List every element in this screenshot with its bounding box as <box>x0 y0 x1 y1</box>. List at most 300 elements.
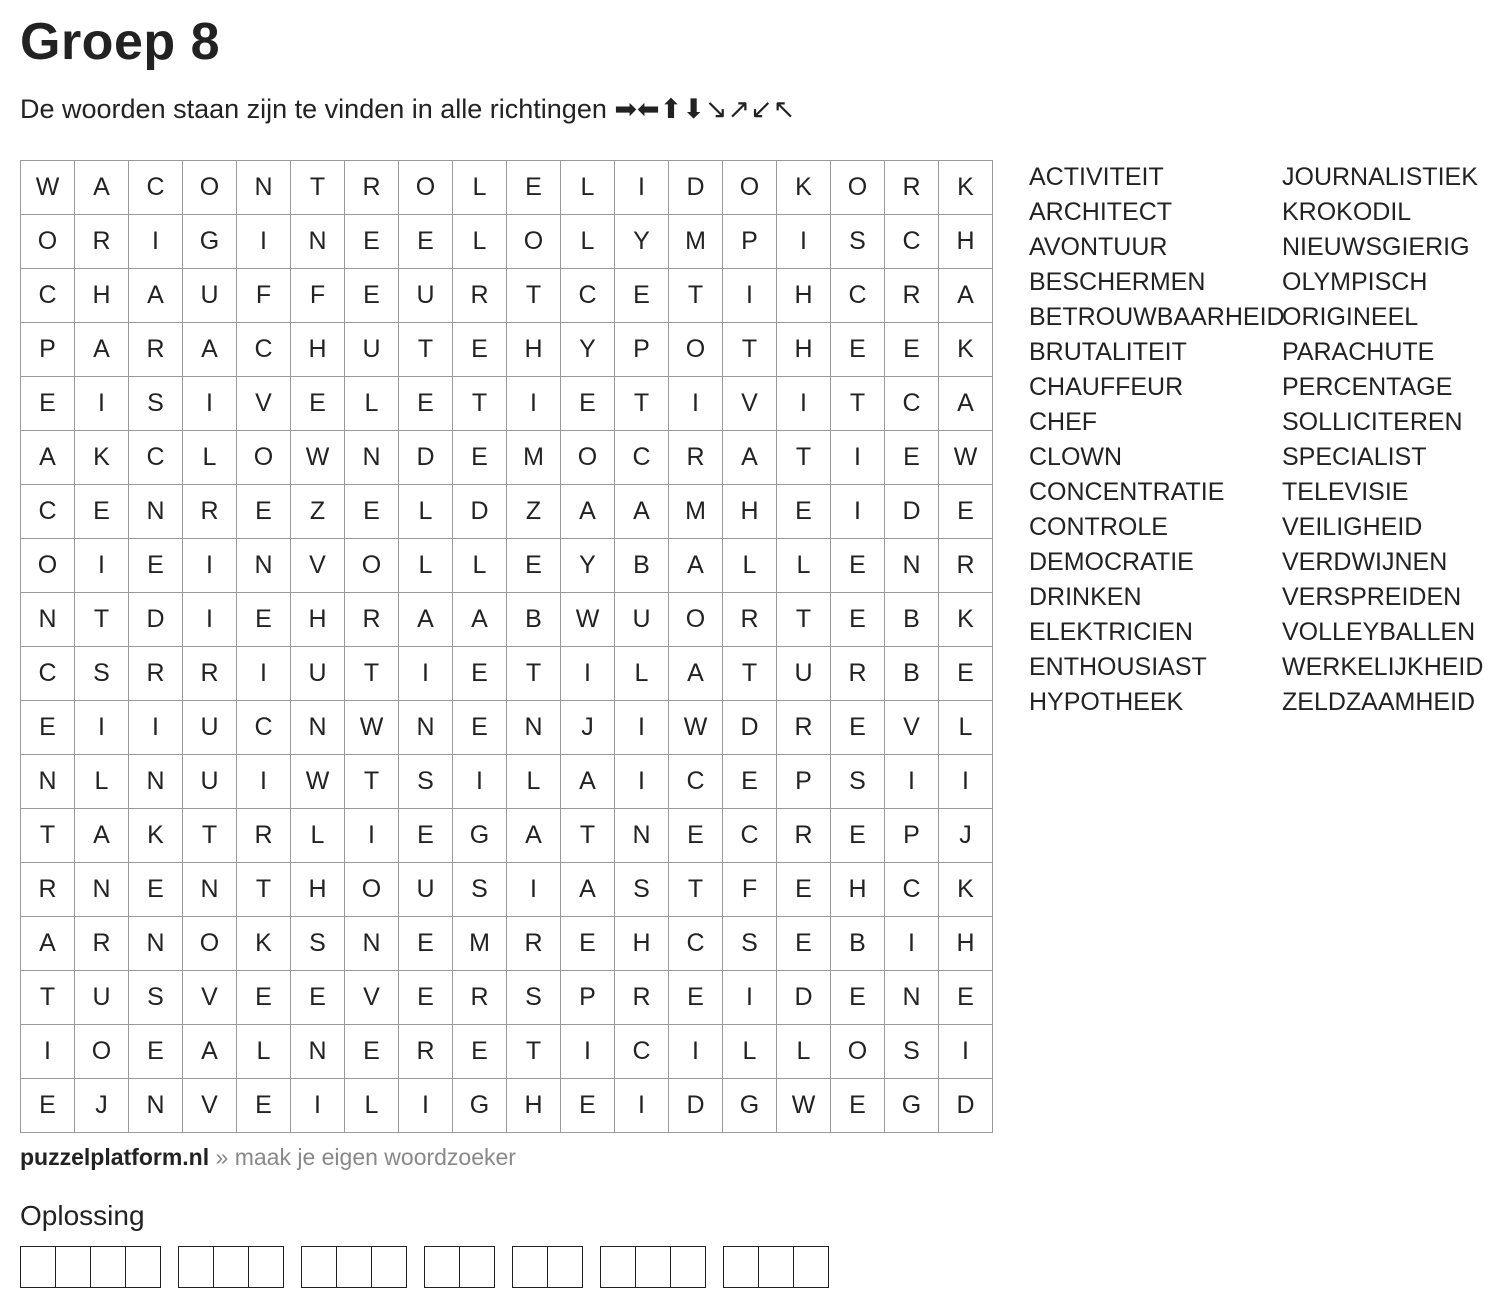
grid-cell[interactable]: A <box>561 485 615 539</box>
grid-cell[interactable]: L <box>291 809 345 863</box>
grid-cell[interactable]: Y <box>561 539 615 593</box>
grid-cell[interactable]: D <box>129 593 183 647</box>
grid-cell[interactable]: W <box>291 755 345 809</box>
grid-cell[interactable]: T <box>75 593 129 647</box>
grid-cell[interactable]: K <box>939 863 993 917</box>
grid-cell[interactable]: O <box>507 215 561 269</box>
grid-cell[interactable]: N <box>237 161 291 215</box>
grid-cell[interactable]: E <box>237 971 291 1025</box>
grid-cell[interactable]: U <box>615 593 669 647</box>
grid-cell[interactable]: I <box>723 971 777 1025</box>
grid-cell[interactable]: P <box>723 215 777 269</box>
grid-cell[interactable]: R <box>237 809 291 863</box>
grid-cell[interactable]: C <box>723 809 777 863</box>
grid-cell[interactable]: R <box>939 539 993 593</box>
grid-cell[interactable]: C <box>21 647 75 701</box>
grid-cell[interactable]: K <box>939 593 993 647</box>
grid-cell[interactable]: E <box>237 1079 291 1133</box>
grid-cell[interactable]: W <box>561 593 615 647</box>
grid-cell[interactable]: E <box>939 647 993 701</box>
grid-cell[interactable]: E <box>399 377 453 431</box>
grid-cell[interactable]: S <box>129 377 183 431</box>
grid-cell[interactable]: E <box>21 1079 75 1133</box>
grid-cell[interactable]: E <box>831 1079 885 1133</box>
grid-cell[interactable]: J <box>561 701 615 755</box>
grid-cell[interactable]: C <box>561 269 615 323</box>
grid-cell[interactable]: A <box>75 809 129 863</box>
grid-cell[interactable]: R <box>453 269 507 323</box>
grid-cell[interactable]: T <box>777 431 831 485</box>
grid-cell[interactable]: K <box>75 431 129 485</box>
grid-cell[interactable]: O <box>831 1025 885 1079</box>
grid-cell[interactable]: A <box>939 269 993 323</box>
grid-cell[interactable]: W <box>21 161 75 215</box>
grid-cell[interactable]: T <box>723 647 777 701</box>
grid-cell[interactable]: N <box>129 485 183 539</box>
grid-cell[interactable]: C <box>21 269 75 323</box>
grid-cell[interactable]: P <box>885 809 939 863</box>
grid-cell[interactable]: O <box>669 593 723 647</box>
grid-cell[interactable]: L <box>183 431 237 485</box>
grid-cell[interactable]: W <box>939 431 993 485</box>
grid-cell[interactable]: L <box>723 539 777 593</box>
grid-cell[interactable]: R <box>777 701 831 755</box>
grid-cell[interactable]: R <box>723 593 777 647</box>
grid-cell[interactable]: J <box>939 809 993 863</box>
grid-cell[interactable]: I <box>723 269 777 323</box>
grid-cell[interactable]: I <box>615 161 669 215</box>
grid-cell[interactable]: S <box>453 863 507 917</box>
grid-cell[interactable]: I <box>885 917 939 971</box>
grid-cell[interactable]: S <box>831 215 885 269</box>
solution-letter-box[interactable] <box>178 1246 214 1288</box>
grid-cell[interactable]: E <box>831 593 885 647</box>
grid-cell[interactable]: S <box>507 971 561 1025</box>
grid-cell[interactable]: I <box>237 215 291 269</box>
grid-cell[interactable]: E <box>453 1025 507 1079</box>
grid-cell[interactable]: E <box>885 431 939 485</box>
grid-cell[interactable]: E <box>291 971 345 1025</box>
grid-cell[interactable]: E <box>399 971 453 1025</box>
grid-cell[interactable]: E <box>831 701 885 755</box>
grid-cell[interactable]: L <box>561 215 615 269</box>
grid-cell[interactable]: H <box>507 323 561 377</box>
grid-cell[interactable]: I <box>75 701 129 755</box>
grid-cell[interactable]: E <box>75 485 129 539</box>
grid-cell[interactable]: B <box>885 593 939 647</box>
grid-cell[interactable]: A <box>669 539 723 593</box>
grid-cell[interactable]: I <box>129 701 183 755</box>
grid-cell[interactable]: U <box>345 323 399 377</box>
grid-cell[interactable]: D <box>669 161 723 215</box>
grid-cell[interactable]: E <box>561 377 615 431</box>
grid-cell[interactable]: N <box>291 215 345 269</box>
grid-cell[interactable]: F <box>723 863 777 917</box>
grid-cell[interactable]: U <box>183 269 237 323</box>
grid-cell[interactable]: T <box>723 323 777 377</box>
grid-cell[interactable]: I <box>777 215 831 269</box>
grid-cell[interactable]: L <box>237 1025 291 1079</box>
solution-letter-box[interactable] <box>213 1246 249 1288</box>
grid-cell[interactable]: E <box>237 485 291 539</box>
grid-cell[interactable]: T <box>291 161 345 215</box>
grid-cell[interactable]: B <box>507 593 561 647</box>
grid-cell[interactable]: I <box>183 593 237 647</box>
grid-cell[interactable]: O <box>669 323 723 377</box>
grid-cell[interactable]: P <box>21 323 75 377</box>
grid-cell[interactable]: I <box>345 809 399 863</box>
grid-cell[interactable]: O <box>345 863 399 917</box>
grid-cell[interactable]: E <box>669 971 723 1025</box>
grid-cell[interactable]: U <box>183 701 237 755</box>
grid-cell[interactable]: L <box>345 1079 399 1133</box>
grid-cell[interactable]: W <box>777 1079 831 1133</box>
grid-cell[interactable]: E <box>453 647 507 701</box>
grid-cell[interactable]: E <box>723 755 777 809</box>
grid-cell[interactable]: T <box>669 269 723 323</box>
grid-cell[interactable]: E <box>561 917 615 971</box>
solution-letter-box[interactable] <box>336 1246 372 1288</box>
grid-cell[interactable]: B <box>885 647 939 701</box>
grid-cell[interactable]: Z <box>291 485 345 539</box>
grid-cell[interactable]: T <box>831 377 885 431</box>
grid-cell[interactable]: S <box>723 917 777 971</box>
grid-cell[interactable]: N <box>345 431 399 485</box>
grid-cell[interactable]: S <box>885 1025 939 1079</box>
grid-cell[interactable]: I <box>669 377 723 431</box>
grid-cell[interactable]: T <box>183 809 237 863</box>
grid-cell[interactable]: R <box>399 1025 453 1079</box>
grid-cell[interactable]: T <box>345 647 399 701</box>
grid-cell[interactable]: I <box>615 701 669 755</box>
grid-cell[interactable]: P <box>561 971 615 1025</box>
grid-cell[interactable]: I <box>183 539 237 593</box>
grid-cell[interactable]: H <box>777 323 831 377</box>
grid-cell[interactable]: A <box>183 1025 237 1079</box>
grid-cell[interactable]: V <box>291 539 345 593</box>
grid-cell[interactable]: C <box>615 431 669 485</box>
grid-cell[interactable]: H <box>831 863 885 917</box>
grid-cell[interactable]: O <box>21 215 75 269</box>
grid-cell[interactable]: R <box>507 917 561 971</box>
grid-cell[interactable]: D <box>453 485 507 539</box>
grid-cell[interactable]: C <box>885 863 939 917</box>
grid-cell[interactable]: L <box>453 161 507 215</box>
grid-cell[interactable]: A <box>561 755 615 809</box>
grid-cell[interactable]: E <box>399 215 453 269</box>
grid-cell[interactable]: R <box>183 485 237 539</box>
grid-cell[interactable]: I <box>453 755 507 809</box>
grid-cell[interactable]: E <box>831 809 885 863</box>
grid-cell[interactable]: E <box>939 971 993 1025</box>
grid-cell[interactable]: C <box>237 323 291 377</box>
grid-cell[interactable]: N <box>183 863 237 917</box>
grid-cell[interactable]: C <box>885 377 939 431</box>
grid-cell[interactable]: E <box>129 863 183 917</box>
grid-cell[interactable]: A <box>453 593 507 647</box>
grid-cell[interactable]: C <box>885 215 939 269</box>
grid-cell[interactable]: R <box>183 647 237 701</box>
grid-cell[interactable]: S <box>615 863 669 917</box>
grid-cell[interactable]: E <box>669 809 723 863</box>
solution-letter-box[interactable] <box>371 1246 407 1288</box>
grid-cell[interactable]: E <box>507 539 561 593</box>
grid-cell[interactable]: S <box>75 647 129 701</box>
grid-cell[interactable]: I <box>237 755 291 809</box>
grid-cell[interactable]: R <box>669 431 723 485</box>
grid-cell[interactable]: E <box>129 539 183 593</box>
grid-cell[interactable]: A <box>723 431 777 485</box>
grid-cell[interactable]: T <box>21 971 75 1025</box>
grid-cell[interactable]: C <box>669 917 723 971</box>
solution-letter-box[interactable] <box>670 1246 706 1288</box>
grid-cell[interactable]: N <box>885 539 939 593</box>
grid-cell[interactable]: T <box>399 323 453 377</box>
grid-cell[interactable]: T <box>453 377 507 431</box>
grid-cell[interactable]: N <box>885 971 939 1025</box>
grid-cell[interactable]: E <box>237 593 291 647</box>
grid-cell[interactable]: L <box>399 485 453 539</box>
grid-cell[interactable]: I <box>399 647 453 701</box>
grid-cell[interactable]: U <box>183 755 237 809</box>
grid-cell[interactable]: C <box>21 485 75 539</box>
grid-cell[interactable]: W <box>669 701 723 755</box>
grid-cell[interactable]: E <box>831 539 885 593</box>
grid-cell[interactable]: R <box>129 323 183 377</box>
grid-cell[interactable]: E <box>129 1025 183 1079</box>
grid-cell[interactable]: I <box>291 1079 345 1133</box>
grid-cell[interactable]: N <box>291 701 345 755</box>
grid-cell[interactable]: E <box>831 323 885 377</box>
grid-cell[interactable]: R <box>345 593 399 647</box>
grid-cell[interactable]: D <box>669 1079 723 1133</box>
grid-cell[interactable]: R <box>885 269 939 323</box>
grid-cell[interactable]: I <box>939 755 993 809</box>
grid-cell[interactable]: O <box>183 917 237 971</box>
grid-cell[interactable]: U <box>399 863 453 917</box>
grid-cell[interactable]: F <box>237 269 291 323</box>
grid-cell[interactable]: K <box>939 161 993 215</box>
grid-cell[interactable]: O <box>831 161 885 215</box>
grid-cell[interactable]: E <box>399 809 453 863</box>
grid-cell[interactable]: T <box>615 377 669 431</box>
grid-cell[interactable]: T <box>237 863 291 917</box>
site-name[interactable]: puzzelplatform.nl <box>20 1144 210 1170</box>
grid-cell[interactable]: R <box>129 647 183 701</box>
grid-cell[interactable]: A <box>561 863 615 917</box>
grid-cell[interactable]: E <box>345 485 399 539</box>
grid-cell[interactable]: L <box>453 539 507 593</box>
grid-cell[interactable]: I <box>777 377 831 431</box>
grid-cell[interactable]: H <box>291 323 345 377</box>
grid-cell[interactable]: N <box>615 809 669 863</box>
grid-cell[interactable]: H <box>939 917 993 971</box>
grid-cell[interactable]: I <box>75 539 129 593</box>
grid-cell[interactable]: M <box>669 485 723 539</box>
grid-cell[interactable]: A <box>507 809 561 863</box>
grid-cell[interactable]: O <box>399 161 453 215</box>
grid-cell[interactable]: U <box>291 647 345 701</box>
grid-cell[interactable]: I <box>885 755 939 809</box>
grid-cell[interactable]: B <box>615 539 669 593</box>
solution-letter-box[interactable] <box>248 1246 284 1288</box>
grid-cell[interactable]: L <box>75 755 129 809</box>
grid-cell[interactable]: L <box>399 539 453 593</box>
grid-cell[interactable]: D <box>399 431 453 485</box>
solution-letter-box[interactable] <box>301 1246 337 1288</box>
grid-cell[interactable]: T <box>777 593 831 647</box>
grid-cell[interactable]: I <box>75 377 129 431</box>
grid-cell[interactable]: I <box>831 431 885 485</box>
grid-cell[interactable]: N <box>129 917 183 971</box>
grid-cell[interactable]: E <box>453 701 507 755</box>
grid-cell[interactable]: H <box>507 1079 561 1133</box>
grid-cell[interactable]: E <box>345 215 399 269</box>
grid-cell[interactable]: K <box>237 917 291 971</box>
grid-cell[interactable]: O <box>723 161 777 215</box>
grid-cell[interactable]: N <box>291 1025 345 1079</box>
grid-cell[interactable]: A <box>399 593 453 647</box>
grid-cell[interactable]: K <box>777 161 831 215</box>
grid-cell[interactable]: I <box>561 1025 615 1079</box>
grid-cell[interactable]: G <box>723 1079 777 1133</box>
grid-cell[interactable]: E <box>21 377 75 431</box>
grid-cell[interactable]: E <box>939 485 993 539</box>
grid-cell[interactable]: H <box>291 863 345 917</box>
grid-cell[interactable]: N <box>129 755 183 809</box>
grid-cell[interactable]: E <box>453 323 507 377</box>
grid-cell[interactable]: T <box>507 269 561 323</box>
grid-cell[interactable]: O <box>237 431 291 485</box>
grid-cell[interactable]: N <box>237 539 291 593</box>
grid-cell[interactable]: R <box>75 917 129 971</box>
grid-cell[interactable]: V <box>237 377 291 431</box>
solution-letter-box[interactable] <box>723 1246 759 1288</box>
grid-cell[interactable]: S <box>129 971 183 1025</box>
grid-cell[interactable]: A <box>669 647 723 701</box>
grid-cell[interactable]: Y <box>561 323 615 377</box>
grid-cell[interactable]: E <box>291 377 345 431</box>
grid-cell[interactable]: E <box>399 917 453 971</box>
grid-cell[interactable]: E <box>777 485 831 539</box>
grid-cell[interactable]: R <box>615 971 669 1025</box>
grid-cell[interactable]: O <box>561 431 615 485</box>
grid-cell[interactable]: R <box>831 647 885 701</box>
grid-cell[interactable]: L <box>723 1025 777 1079</box>
grid-cell[interactable]: S <box>291 917 345 971</box>
grid-cell[interactable]: A <box>21 431 75 485</box>
grid-cell[interactable]: L <box>561 161 615 215</box>
grid-cell[interactable]: O <box>183 161 237 215</box>
grid-cell[interactable]: G <box>453 1079 507 1133</box>
grid-cell[interactable]: E <box>453 431 507 485</box>
grid-cell[interactable]: V <box>183 971 237 1025</box>
solution-letter-box[interactable] <box>424 1246 460 1288</box>
grid-cell[interactable]: B <box>831 917 885 971</box>
grid-cell[interactable]: W <box>291 431 345 485</box>
grid-cell[interactable]: A <box>75 323 129 377</box>
grid-cell[interactable]: V <box>885 701 939 755</box>
solution-letter-box[interactable] <box>512 1246 548 1288</box>
grid-cell[interactable]: H <box>939 215 993 269</box>
grid-cell[interactable]: H <box>615 917 669 971</box>
grid-cell[interactable]: T <box>21 809 75 863</box>
grid-cell[interactable]: E <box>615 269 669 323</box>
solution-letter-box[interactable] <box>600 1246 636 1288</box>
grid-cell[interactable]: U <box>75 971 129 1025</box>
grid-cell[interactable]: U <box>399 269 453 323</box>
grid-cell[interactable]: R <box>453 971 507 1025</box>
grid-cell[interactable]: M <box>507 431 561 485</box>
grid-cell[interactable]: C <box>669 755 723 809</box>
grid-cell[interactable]: V <box>345 971 399 1025</box>
grid-cell[interactable]: I <box>939 1025 993 1079</box>
grid-cell[interactable]: I <box>129 215 183 269</box>
solution-letter-box[interactable] <box>635 1246 671 1288</box>
grid-cell[interactable]: I <box>507 863 561 917</box>
grid-cell[interactable]: H <box>777 269 831 323</box>
grid-cell[interactable]: P <box>615 323 669 377</box>
grid-cell[interactable]: J <box>75 1079 129 1133</box>
grid-cell[interactable]: H <box>75 269 129 323</box>
grid-cell[interactable]: I <box>831 485 885 539</box>
grid-cell[interactable]: L <box>777 1025 831 1079</box>
grid-cell[interactable]: V <box>183 1079 237 1133</box>
solution-letter-box[interactable] <box>20 1246 56 1288</box>
grid-cell[interactable]: T <box>507 647 561 701</box>
grid-cell[interactable]: N <box>399 701 453 755</box>
grid-cell[interactable]: E <box>21 701 75 755</box>
grid-cell[interactable]: I <box>507 377 561 431</box>
solution-letter-box[interactable] <box>90 1246 126 1288</box>
grid-cell[interactable]: L <box>453 215 507 269</box>
grid-cell[interactable]: E <box>777 917 831 971</box>
grid-cell[interactable]: E <box>831 971 885 1025</box>
grid-cell[interactable]: A <box>183 323 237 377</box>
grid-cell[interactable]: I <box>237 647 291 701</box>
grid-cell[interactable]: E <box>885 323 939 377</box>
grid-cell[interactable]: I <box>615 755 669 809</box>
solution-letter-box[interactable] <box>758 1246 794 1288</box>
grid-cell[interactable]: R <box>21 863 75 917</box>
grid-cell[interactable]: C <box>237 701 291 755</box>
grid-cell[interactable]: L <box>345 377 399 431</box>
solution-letter-box[interactable] <box>459 1246 495 1288</box>
grid-cell[interactable]: R <box>885 161 939 215</box>
solution-letter-box[interactable] <box>125 1246 161 1288</box>
grid-cell[interactable]: L <box>939 701 993 755</box>
grid-cell[interactable]: M <box>453 917 507 971</box>
grid-cell[interactable]: T <box>507 1025 561 1079</box>
grid-cell[interactable]: E <box>561 1079 615 1133</box>
grid-cell[interactable]: I <box>561 647 615 701</box>
solution-letter-box[interactable] <box>55 1246 91 1288</box>
grid-cell[interactable]: N <box>21 755 75 809</box>
grid-cell[interactable]: E <box>345 1025 399 1079</box>
grid-cell[interactable]: Y <box>615 215 669 269</box>
grid-cell[interactable]: D <box>723 701 777 755</box>
grid-cell[interactable]: D <box>777 971 831 1025</box>
grid-cell[interactable]: R <box>345 161 399 215</box>
grid-cell[interactable]: U <box>777 647 831 701</box>
grid-cell[interactable]: D <box>939 1079 993 1133</box>
grid-cell[interactable]: A <box>615 485 669 539</box>
grid-cell[interactable]: T <box>561 809 615 863</box>
grid-cell[interactable]: H <box>291 593 345 647</box>
grid-cell[interactable]: K <box>129 809 183 863</box>
grid-cell[interactable]: K <box>939 323 993 377</box>
grid-cell[interactable]: N <box>129 1079 183 1133</box>
